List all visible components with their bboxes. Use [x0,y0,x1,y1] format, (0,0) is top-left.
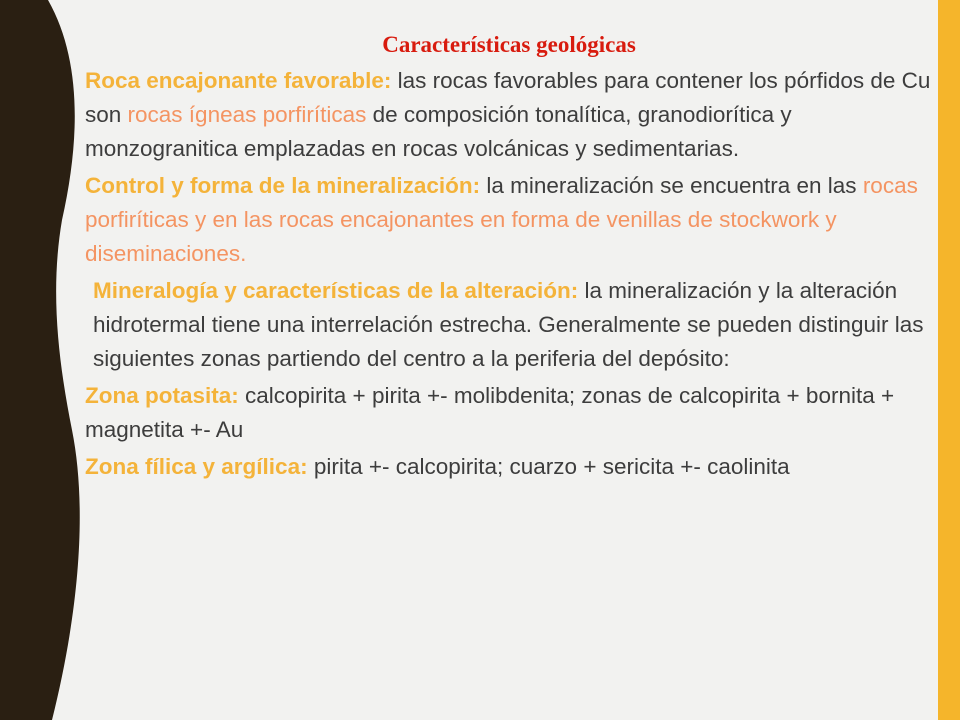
paragraph-text: las rocas favorables para contener los pórfidos de Cu son [85,68,931,127]
paragraph-heading: Zona fílica y argílica: [85,454,308,479]
paragraph-roca-encajonante [85,64,933,166]
paragraph-heading: Roca encajonante favorable: [85,68,392,93]
paragraph-mineralogia [85,274,933,376]
slide-content [85,32,933,487]
paragraph-heading: Control y forma de la mineralización: [85,173,481,198]
paragraph-text: de composición tonalítica, granodiorítica y monzogranitica emplazadas en rocas volcánicas y sedimentarias. [85,102,792,161]
paragraph-zona-potasita [85,379,933,447]
paragraph-text: la mineralización se encuentra en las [480,173,863,198]
paragraph-highlight: rocas ígneas porfiríticas [127,102,367,127]
paragraph-zona-filica [85,450,933,484]
paragraph-heading: Mineralogía y características de la alteración: [93,278,579,303]
paragraph-heading: Zona potasita: [85,383,239,408]
paragraph-text: pirita +- calcopirita; cuarzo + sericita +- caolinita [307,454,790,479]
paragraph-text: la mineralización y la alteración hidrotermal tiene una interrelación estrecha. Generalmente se pueden distinguir las siguientes zonas partiendo del centro a la periferia del depósito: [93,278,924,371]
slide-title: Características geológicas [382,32,636,57]
paragraph-control-forma [85,169,933,271]
right-accent-band [938,0,960,720]
paragraph-text: calcopirita + pirita +- molibdenita; zonas de calcopirita + bornita + magnetita +- Au [85,383,895,442]
paragraph-highlight: rocas porfiríticas y en las rocas encajonantes en forma de venillas de stockwork y diseminaciones. [85,173,918,266]
